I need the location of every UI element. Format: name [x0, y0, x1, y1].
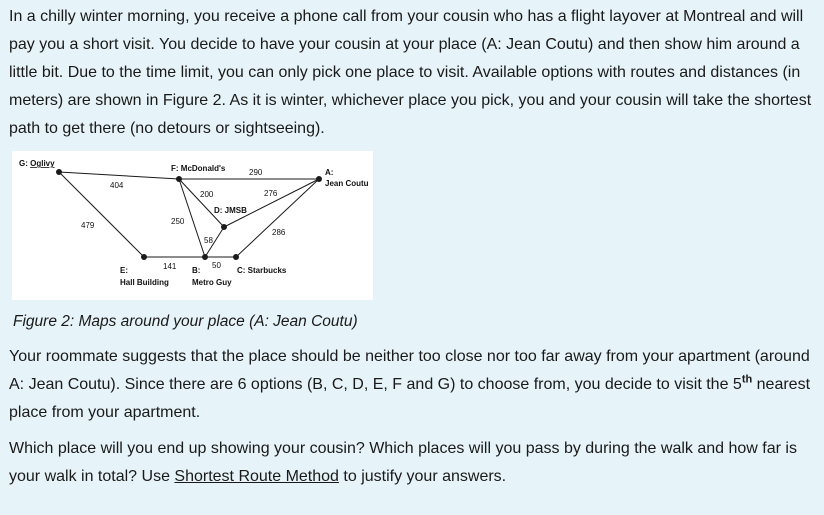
node-label-b-line1: B: — [192, 266, 201, 275]
edge-g-e — [59, 172, 144, 257]
node-g — [56, 169, 62, 175]
node-label-c: C: Starbucks — [237, 266, 287, 275]
node-label-d: D: JMSB — [214, 206, 247, 215]
node-b — [202, 254, 208, 260]
edge-label-b-c: 50 — [212, 261, 221, 270]
edge-label-c-a: 286 — [272, 228, 286, 237]
question-text-end: to justify your answers. — [338, 468, 507, 485]
edge-f-d — [179, 179, 224, 227]
node-a — [316, 176, 322, 182]
node-label-a-line2: Jean Coutu — [325, 179, 369, 188]
node-e — [141, 254, 147, 260]
roommate-text-end: nearest place from your apartment. — [9, 376, 811, 421]
edge-label-g-f: 404 — [110, 181, 124, 190]
node-c — [233, 254, 239, 260]
route-map-graph — [12, 151, 373, 300]
shortest-route-method-link[interactable]: Shortest Route Method — [174, 468, 339, 485]
edge-c-a — [236, 179, 319, 257]
node-label-a-line1: A: — [325, 168, 334, 177]
node-label-b-line2: Metro Guy — [192, 278, 232, 287]
node-f — [176, 176, 182, 182]
question-paragraph — [9, 435, 817, 491]
ordinal-suffix: th — [741, 373, 753, 386]
roommate-paragraph — [9, 343, 817, 427]
figure-caption: Figure 2: Maps around your place (A: Jean Coutu) — [13, 313, 358, 330]
question-text: Which place will you end up showing your cousin? Which places will you pass by during the walk and how far is your walk in total? Use — [9, 440, 797, 485]
node-label-e-line1: E: — [120, 266, 128, 275]
edge-label-g-e: 479 — [81, 221, 95, 230]
intro-paragraph: In a chilly winter morning, you receive a phone call from your cousin who has a flight layover at Montreal and will pay you a short visit. You decide to have your cousin at your place (A: Jean Coutu) and then show him around a little bit. Due to the time limit, you can only pick one place to visit. Available options with routes and distances (in meters) are shown in Figure 2. As it is winter, whichever place you pick, you and your cousin will take the shortest path to get there (no detours or sightseeing). — [9, 8, 812, 137]
edge-g-f — [59, 172, 179, 179]
node-label-g: G: Oglivy — [19, 159, 55, 168]
route-map-figure — [12, 151, 373, 300]
node-label-e-line2: Hall Building — [120, 278, 169, 287]
roommate-text: Your roommate suggests that the place should be neither too close nor too far away from your apartment (around A: Jean Coutu). Since there are 6 options (B, C, D, E, F and G) to choose from, you decide to visit the 5 — [9, 348, 810, 393]
edge-label-e-b: 141 — [163, 262, 177, 271]
node-d — [221, 224, 227, 230]
edge-label-f-d: 200 — [200, 190, 214, 199]
edge-label-f-b: 250 — [171, 217, 185, 226]
edge-label-f-a: 290 — [249, 168, 263, 177]
edge-label-d-a: 276 — [264, 189, 278, 198]
node-label-f: F: McDonald's — [171, 164, 226, 173]
edge-label-d-b: 58 — [204, 236, 213, 245]
edge-d-a — [224, 179, 319, 227]
